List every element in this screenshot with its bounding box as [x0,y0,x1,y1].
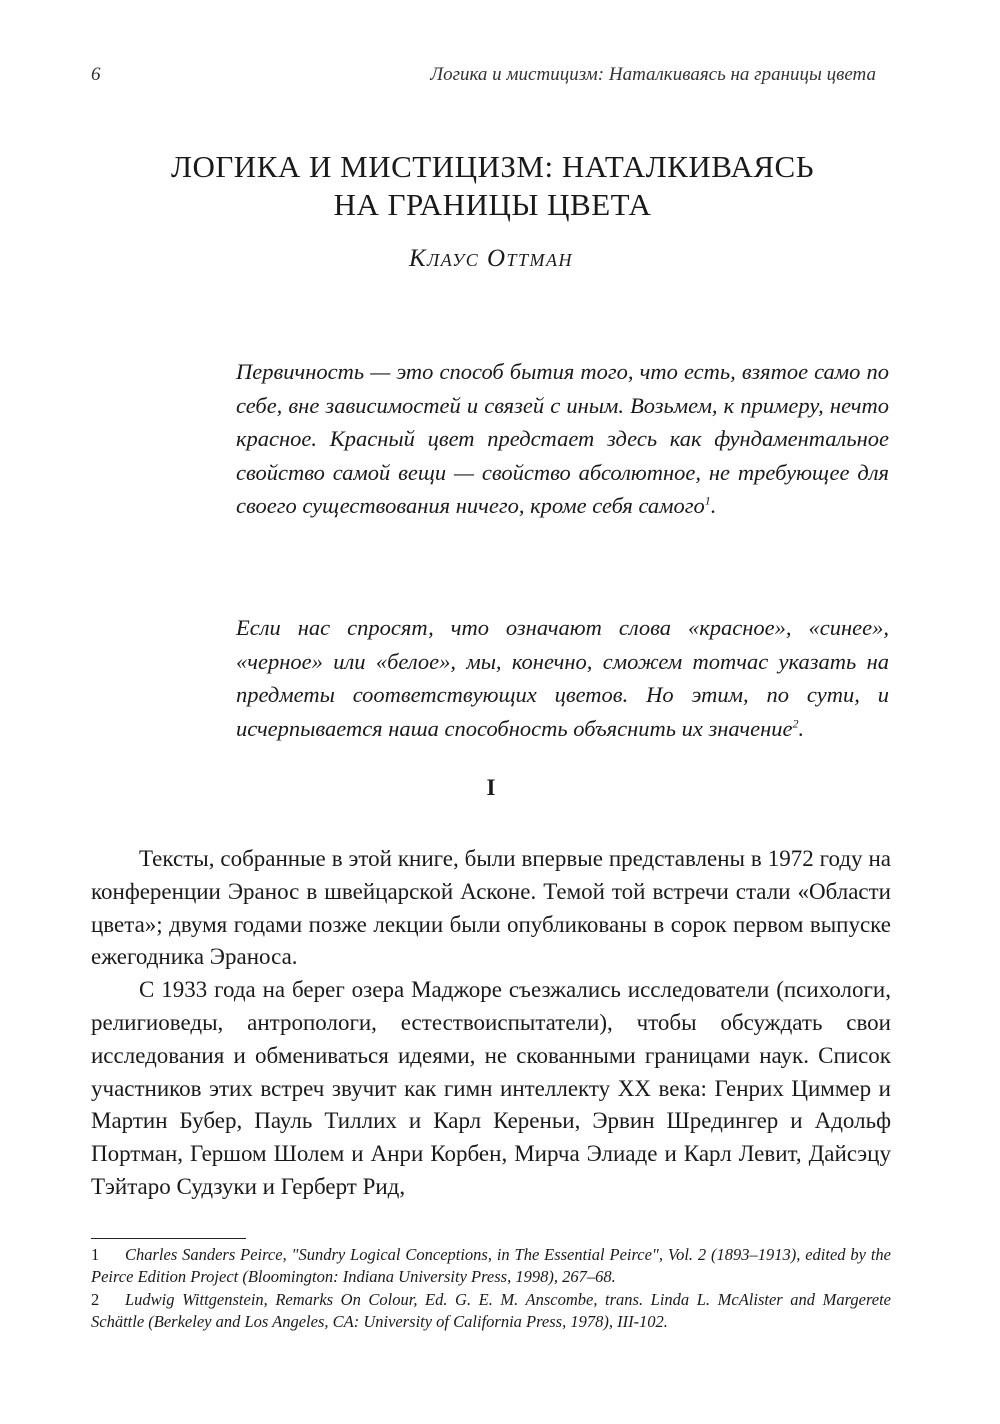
body-paragraph-1: Тексты, собранные в этой книге, были впервые представлены в 1972 году на конференции Эранос в швейцарской Асконе. Темой той встречи стали «Области цвета»; двумя годами позже лекции были опубликованы в сорок первом выпуске ежегодника Эраноса. [91,846,891,970]
epigraph-2-text: Если нас спросят, что означают слова «красное», «синее», «черное» или «белое», мы, конечно, сможем тотчас указать на предметы соответствующих цветов. Но этим, по сути, и исчерпывается наша способность объяснить их значение [236,615,889,741]
footnotes [91,1244,891,1334]
footnote-text-2: Ludwig Wittgenstein, Remarks On Colour, Ed. G. E. M. Anscombe, trans. Linda L. McAlister and Margerete Schättle (Berkeley and Los Angeles, CA: University of California Press, 1978), III-102. [91,1290,891,1331]
footnote-number-1: 1 [91,1245,100,1264]
running-head [91,64,876,92]
page-number: 6 [91,64,101,85]
footnote-2 [91,1289,891,1333]
chapter-title-line-1: ЛОГИКА И МИСТИЦИЗМ: НАТАЛКИВАЯСЬ [170,149,815,184]
footnote-1 [91,1244,891,1288]
epigraph-1-end: . [710,493,717,518]
footnote-number-2: 2 [91,1290,100,1309]
body-paragraph-2: С 1933 года на берег озера Маджоре съезжались исследователи (психологи, религиоведы, антропологи, естествоиспытатели), чтобы обсуждать свои исследования и обмениваться идеями, не скованными границами наук. Список участников этих встреч звучит как гимн интеллекту XX века: Генрих Циммер и Мартин Бубер, Пауль Тиллих и Карл Кереньи, Эрвин Шредингер и Адольф Портман, Гершом Шолем и Анри Корбен, Мирча Элиаде и Карл Левит, Дайсэцу Тэйтаро Судзуки и Герберт Рид, [91,977,891,1199]
epigraph-1 [236,355,889,523]
body-text [91,843,891,1204]
footnote-divider [91,1238,246,1239]
author-name: Клаус Оттман [408,245,574,272]
footnote-ref-2[interactable]: 2 [792,716,799,730]
epigraph-1-text: Первичность — это способ бытия того, что есть, взятое само по себе, вне зависимостей и связей с иным. Возьмем, к примеру, нечто красное. Красный цвет предстает здесь как фундаментальное свойство самой вещи — свойство абсолютное, не требующее для своего существования ничего, кроме себя самого [236,359,889,518]
epigraph-2-end: . [798,715,805,741]
footnote-ref-1[interactable]: 1 [704,493,711,508]
running-title: Логика и мистицизм: Наталкиваясь на границы цвета [430,64,876,85]
epigraph-2 [236,611,889,745]
chapter-title [100,148,885,224]
chapter-title-line-2: НА ГРАНИЦЫ ЦВЕТА [333,187,652,222]
footnote-text-1: Charles Sanders Peirce, "Sundry Logical Conceptions, in The Essential Peirce", Vol. 2 (1893–1913), edited by the Peirce Edition Project (Bloomington: Indiana University Press, 1998), 267–68. [91,1245,891,1286]
section-numeral: I [486,775,496,800]
